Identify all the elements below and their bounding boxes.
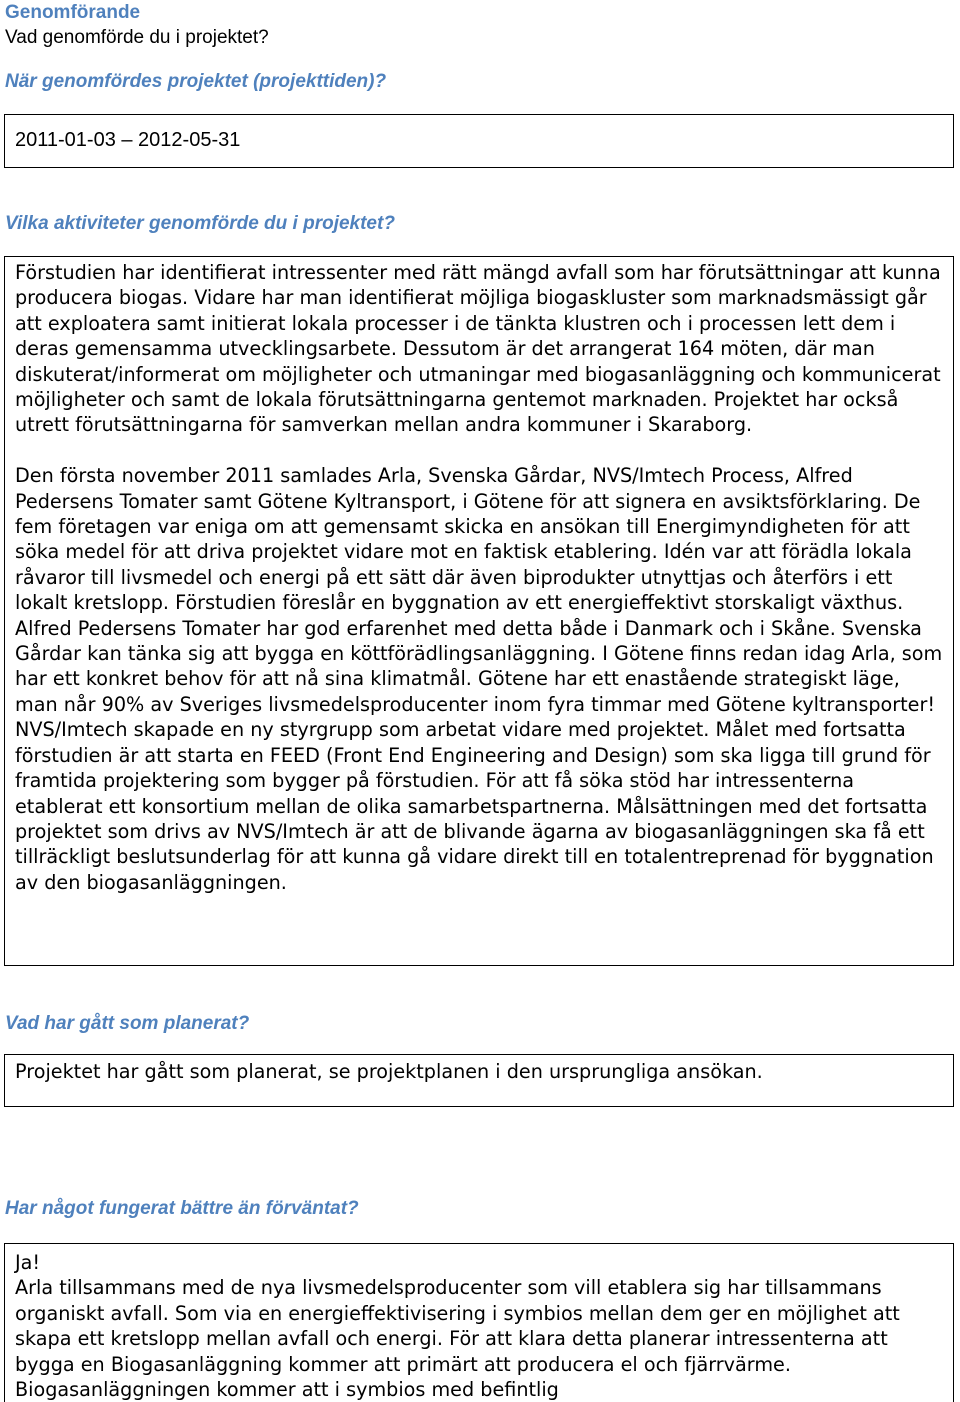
answer-activities-paragraph-2: Den första november 2011 samlades Arla, Svenska Gårdar, NVS/Imtech Process, Alfred Pedersens Tomater samt Götene Kyltransport, i Götene för att signera en avsiktsförklaring. De fem företagen var eniga om att gemensamt skicka en ansökan till Energimyndigheten för att söka medel för att driva projektet vidare mot en faktisk etablering. Idén var att förädla lokala råvaror till livsmedel och energi på ett sätt där även biprodukter utnyttjas och återförs i ett lokalt kretslopp. Förstudien föreslår en byggnation av ett energieffektivt storskaligt växthus. Alfred Pedersens Tomater har god erfarenhet med detta både i Danmark och i Skåne. Svenska Gårdar kan tänka sig att bygga en köttförädlingsanläggning. I Götene finns redan idag Arla, som har ett konkret behov för att nå sina klimatmål. Götene har ett enastående strategiskt läge, man når 90% av Sveriges livsmedelsproducenter inom fyra timmar med Götene kyltransporter! NVS/Imtech skapade en ny styrgrupp som arbetat vidare med projektet. Målet med fortsatta förstudien är att starta en FEED (Front End Engineering and Design) som ska ligga till grund för framtida projektering som bygger på förstudien. För att få söka stöd har intressenterna etablerat ett konsortium mellan de olika samarbetspartnerna. Målsättningen med det fortsatta projektet som drivs av NVS/Imtech är att de blivande ägarna av biogasanläggningen ska få ett tillräckligt beslutsunderlag för att kunna gå vidare direkt till en totalentreprenad för byggnation av den biogasanläggningen. — [15, 464, 943, 894]
answer-better-first-line: Ja! — [15, 1251, 41, 1274]
answer-box-project-period — [4, 114, 954, 168]
section-subtitle: Vad genomförde du i projektet? — [5, 27, 269, 48]
answer-better-paragraph: Arla tillsammans med de nya livsmedelsproducenter som vill etablera sig har tillsammans organiskt avfall. Som via en energieffektivisering i symbios mellan dem ger en möjlighet att skapa ett kretslopp mellan avfall och energi. För att klara detta planerar intressenterna att bygga en Biogasanläggning kommer att primärt att producera el och fjärrvärme. Biogasanläggningen kommer att i symbios med befintlig — [15, 1276, 900, 1402]
question-better-than-expected: Har något fungerat bättre än förväntat? — [5, 1198, 359, 1219]
question-as-planned: Vad har gått som planerat? — [5, 1013, 250, 1034]
answer-activities-lead: Förstudien har identifierat intressenter med rätt mängd avfall som har förutsättningar att kunna producera biogas. — [15, 261, 941, 310]
answer-box-as-planned — [4, 1054, 954, 1107]
question-project-period: När genomfördes projektet (projekttiden)? — [5, 71, 387, 92]
paragraph-spacer — [15, 438, 943, 463]
question-activities: Vilka aktiviteter genomförde du i projektet? — [5, 213, 395, 234]
answer-project-period: 2011-01-03 – 2012-05-31 — [15, 129, 241, 151]
answer-activities-paragraph-1 — [15, 260, 943, 438]
answer-box-activities — [4, 256, 954, 966]
answer-as-planned: Projektet har gått som planerat, se projektplanen i den ursprungliga ansökan. — [15, 1060, 763, 1083]
section-title: Genomförande — [5, 2, 141, 23]
answer-box-better-than-expected — [4, 1243, 954, 1402]
answer-activities-rest: Vidare har man identifierat möjliga biogaskluster som marknadsmässigt går att exploatera samt initierat lokala processer i de tänkta klustren och i processen lett dem i deras gemensamma utvecklingsarbete. Dessutom är det arrangerat 164 möten, där man diskuterat/informerat om möjligheter och utmaningar med biogasanläggning och kommunicerat möjligheter och samt de lokala förutsättningarna gentemot marknaden. Projektet har också utrett förutsättningarna för samverkan mellan andra kommuner i Skaraborg. — [15, 286, 941, 437]
